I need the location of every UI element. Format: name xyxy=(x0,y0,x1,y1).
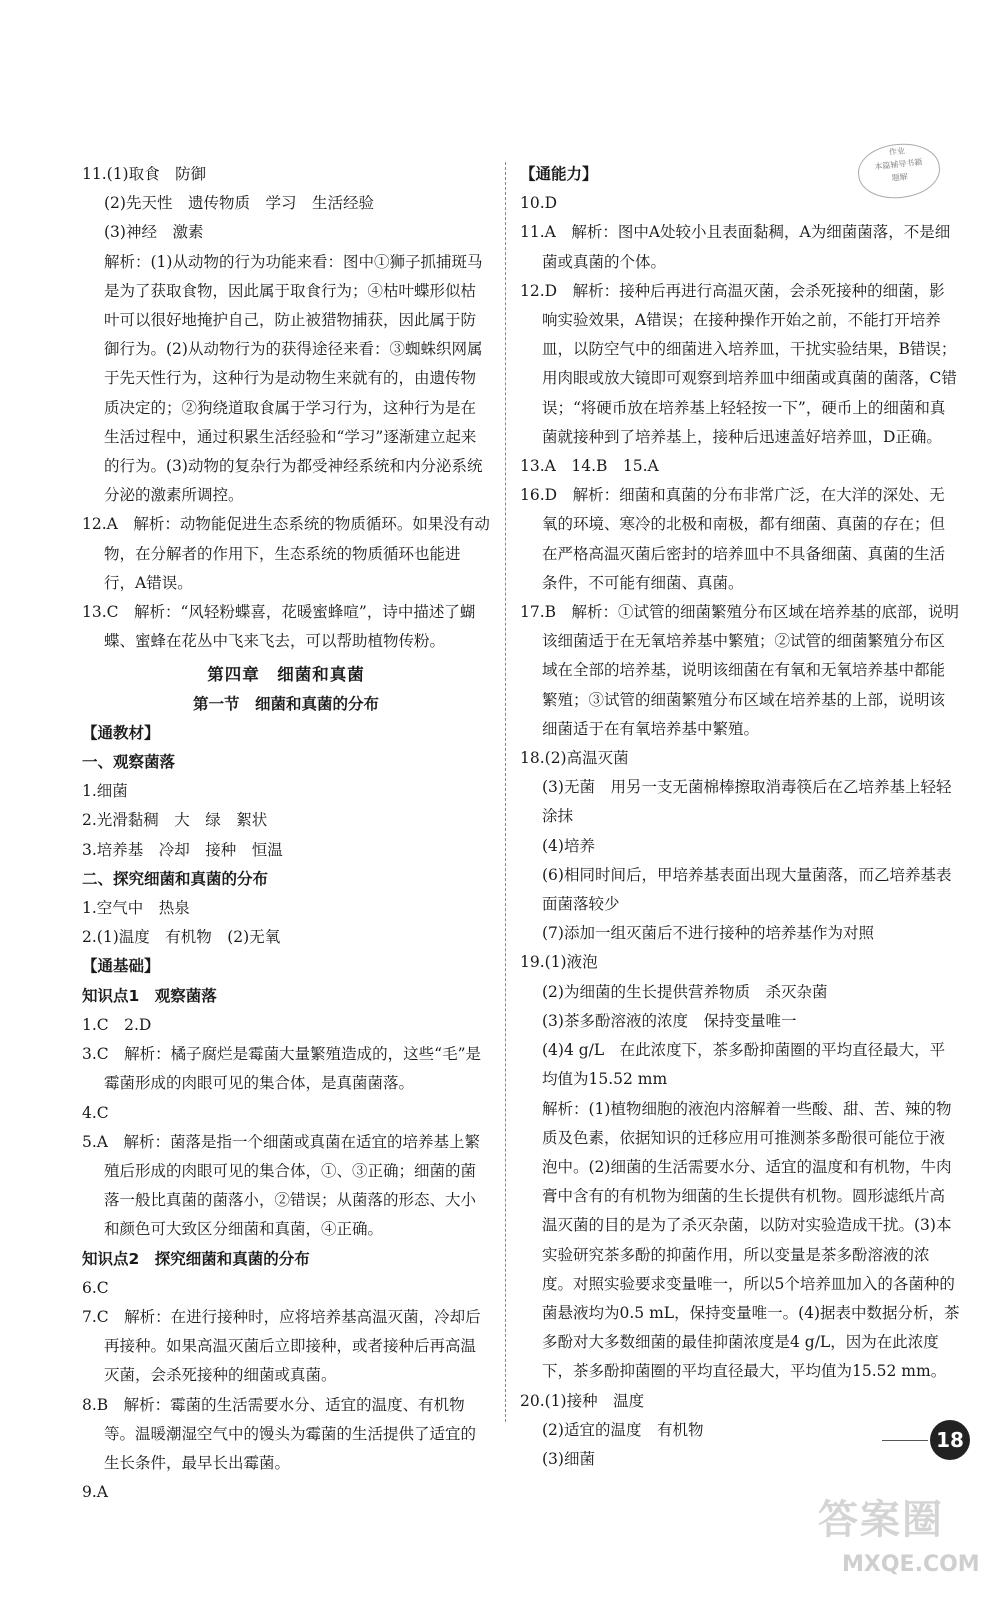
section-heading: 【通能力】 xyxy=(520,165,598,183)
answer-item: 5.A 解析：菌落是指一个细菌或真菌在适宜的培养基上繁殖后形成的肉眼可见的集合体，①、③正确；细菌的菌落一般比真菌的菌落小，②错误；从菌落的形态、大小和颜色可大致区分细菌和真菌，④正确。 xyxy=(82,1132,480,1239)
section-heading: 【通教材】 xyxy=(82,723,160,742)
answer-item: 17.B 解析：①试管的细菌繁殖分布区域在培养基的底部，说明该细菌适于在无氧培养基中繁殖；②试管的细菌繁殖分布区域在全部的培养基，说明该细菌在有氧和无氧培养基中都能繁殖；③试管的细菌繁殖分布区域在培养基的上部，说明该细菌适于在有氧培养基中繁殖。 xyxy=(520,603,960,738)
answer-line: 6.C xyxy=(82,1278,109,1297)
watermark-url: MXQE.COM xyxy=(842,1552,980,1577)
answer-subitem: (4)培养 xyxy=(542,836,595,855)
section-title: 第一节 细菌和真菌的分布 xyxy=(192,694,379,713)
answer-subitem: (3)细菌 xyxy=(542,1449,595,1468)
watermark-logo: 答案圈 xyxy=(818,1497,944,1543)
answer-line: 1.空气中 热泉 xyxy=(82,899,190,918)
answer-subitem: (4)4 g/L 在此浓度下，茶多酚抑菌圈的平均直径最大，平均值为15.52 mm xyxy=(542,1041,946,1089)
answer-line: 1.细菌 xyxy=(82,782,128,801)
section-heading: 知识点2 探究细菌和真菌的分布 xyxy=(82,1249,310,1268)
answer-line: 10.D xyxy=(520,194,558,213)
answer-item: 13.C 解析：“风轻粉蝶喜，花暖蜜蜂喧”，诗中描述了蝴蝶、蜜蜂在花丛中飞来飞去，可以帮助植物传粉。 xyxy=(82,603,476,651)
answer-item: 11.(1)取食 防御 xyxy=(82,165,207,183)
answer-item: 12.D 解析：接种后再进行高温灭菌，会杀死接种的细菌，影响实验效果，A错误；在接种操作开始之前，不能打开培养皿，以防空气中的细菌进入培养皿，干扰实验结果，B错误；用肉眼或放大镜即可观察到培养皿中细菌或真菌的菌落，C错误；“将硬币放在培养基上轻轻按一下”，硬币上的细菌和真菌就接种到了培养基上，接种后迅速盖好培养皿，D正确。 xyxy=(520,281,957,446)
answer-subitem: (3)无菌 用另一支无菌棉棒擦取消毒筷后在乙培养基上轻轻涂抹 xyxy=(542,778,952,826)
answer-line: 4.C xyxy=(82,1103,109,1122)
answer-line: 3.培养基 冷却 接种 恒温 xyxy=(82,840,283,859)
section-heading: 【通基础】 xyxy=(82,957,160,976)
answer-subitem: 解析：(1)植物细胞的液泡内溶解着一些酸、甜、苦、辣的物质及色素，依据知识的迁移应用可推测茶多酚很可能位于液泡中。(2)细菌的生活需要水分、适宜的温度和有机物，牛肉膏中含有的有机物为细菌的生长提供有机物。圆形滤纸片高温灭菌的目的是为了杀灭杂菌，以防对实验造成干扰。(3)本实验研究茶多酚的抑菌作用，所以变量是茶多酚溶液的浓度。对照实验要求变量唯一，所以5个培养皿加入的各菌种的菌悬液均为0.5 mL，保持变量唯一。(4)据表中数据分析，茶多酚对大多数细菌的最佳抑菌浓度是4 g/L，因为在此浓度下，茶多酚抑菌圈的平均直径最大，平均值为15.52 mm。 xyxy=(542,1099,960,1381)
stamp-line: 作业 xyxy=(888,146,906,157)
answer-subitem: 解析：(1)从动物的行为功能来看：图中①狮子抓捕斑马是为了获取食物，因此属于取食行为；④枯叶蝶形似枯叶可以很好地掩护自己，防止被猎物捕获，因此属于防御行为。(2)从动物行为的获得途径来看：③蜘蛛织网属于先天性行为，这种行为是动物生来就有的，由遗传物质决定的；②狗绕道取食属于学习行为，这种行为是在生活过程中，通过积累生活经验和“学习”逐渐建立起来的行为。(3)动物的复杂行为都受神经系统和内分泌系统分泌的激素所调控。 xyxy=(104,252,483,505)
answer-subitem: (7)添加一组灭菌后不进行接种的培养基作为对照 xyxy=(542,924,874,943)
answer-item: 20.(1)接种 温度 xyxy=(520,1391,645,1410)
chapter-title: 第四章 细菌和真菌 xyxy=(207,665,365,685)
answer-subitem: (2)适宜的温度 有机物 xyxy=(542,1420,704,1439)
answer-item: 12.A 解析：动物能促进生态系统的物质循环。如果没有动物，在分解者的作用下，生态系统的物质循环也能进行，A错误。 xyxy=(82,515,490,592)
answer-subitem: (2)为细菌的生长提供营养物质 杀灭杂菌 xyxy=(542,982,828,1001)
answer-line: 13.A 14.B 15.A xyxy=(520,457,659,476)
column-divider xyxy=(505,162,506,1422)
answer-item: 8.B 解析：霉菌的生活需要水分、适宜的温度、有机物等。温暖潮湿空气中的馒头为霉菌的生活提供了适宜的生长条件，最早长出霉菌。 xyxy=(82,1395,477,1472)
section-heading: 一、观察菌落 xyxy=(82,753,176,772)
stamp-line: 本篇辅导书籍 xyxy=(873,157,923,172)
answer-subitem: (2)先天性 遗传物质 学习 生活经验 xyxy=(104,194,374,213)
answer-line: 2.光滑黏稠 大 绿 絮状 xyxy=(82,811,268,830)
answer-line: 2.(1)温度 有机物 (2)无氧 xyxy=(82,928,281,947)
stamp-line: 题解 xyxy=(891,172,909,183)
answer-line: 1.C 2.D xyxy=(82,1015,152,1034)
answer-item: 16.D 解析：细菌和真菌的分布非常广泛，在大洋的深处、无氧的环境、寒冷的北极和南极，都有细菌、真菌的存在；但在严格高温灭菌后密封的培养皿中不具备细菌、真菌的生活条件，不可能有细菌、真菌。 xyxy=(520,486,946,592)
answer-line: 9.A xyxy=(82,1483,108,1502)
answer-item: 11.A 解析：图中A处较小且表面黏稠，A为细菌菌落，不是细菌或真菌的个体。 xyxy=(520,223,951,271)
answer-item: 7.C 解析：在进行接种时，应将培养基高温灭菌，冷却后再接种。如果高温灭菌后立即接种，或者接种后再高温灭菌，会杀死接种的细菌或真菌。 xyxy=(82,1307,481,1385)
left-column xyxy=(82,160,490,1507)
page-number: 18 xyxy=(930,1420,970,1460)
answer-subitem: (3)茶多酚溶液的浓度 保持变量唯一 xyxy=(542,1011,797,1030)
answer-item: 18.(2)高温灭菌 xyxy=(520,749,629,768)
answer-subitem: (6)相同时间后，甲培养基表面出现大量菌落，而乙培养基表面菌落较少 xyxy=(542,865,952,914)
right-column xyxy=(520,160,960,1474)
answer-subitem: (3)神经 激素 xyxy=(104,223,204,242)
page-number-rule xyxy=(882,1440,928,1441)
answer-item: 19.(1)液泡 xyxy=(520,953,598,972)
section-heading: 二、探究细菌和真菌的分布 xyxy=(82,869,269,888)
answer-item: 3.C 解析：橘子腐烂是霉菌大量繁殖造成的，这些“毛”是霉菌形成的肉眼可见的集合体，是真菌菌落。 xyxy=(82,1045,481,1093)
section-heading: 知识点1 观察菌落 xyxy=(82,986,217,1005)
